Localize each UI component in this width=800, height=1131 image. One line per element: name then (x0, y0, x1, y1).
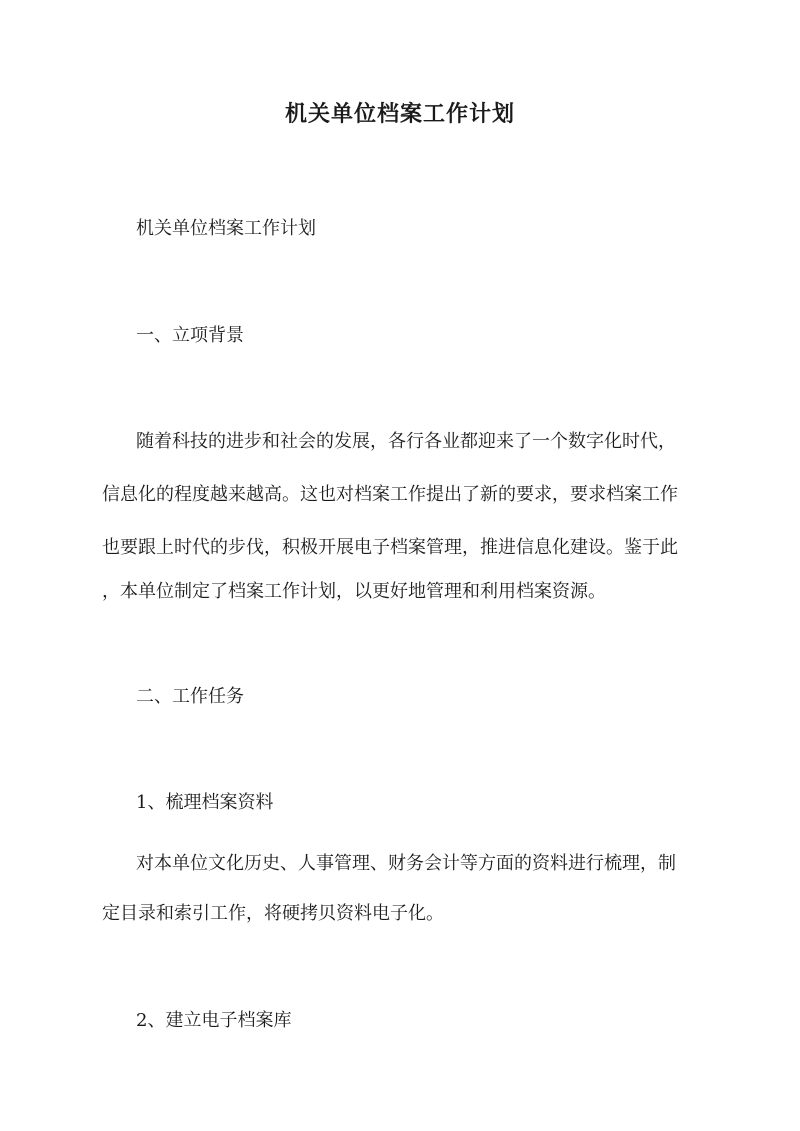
item-heading-sort-archives: 1、梳理档案资料 (136, 792, 274, 813)
paragraph-line: 随着科技的进步和社会的发展，各行各业都迎来了一个数字化时代， (136, 431, 676, 452)
section-heading-tasks: 二、工作任务 (136, 686, 244, 707)
item-heading-electronic-archive: 2、建立电子档案库 (136, 1010, 292, 1031)
paragraph-line: 定目录和索引工作，将硬拷贝资料电子化。 (102, 903, 444, 924)
document-subtitle: 机关单位档案工作计划 (136, 218, 316, 239)
document-title: 机关单位档案工作计划 (284, 101, 515, 127)
section-heading-background: 一、立项背景 (136, 325, 244, 346)
paragraph-line: 信息化的程度越来越高。这也对档案工作提出了新的要求，要求档案工作 (102, 484, 678, 505)
paragraph-line: ，本单位制定了档案工作计划，以更好地管理和利用档案资源。 (102, 581, 606, 602)
paragraph-line: 对本单位文化历史、人事管理、财务会计等方面的资料进行梳理，制 (136, 853, 676, 874)
paragraph-line: 也要跟上时代的步伐，积极开展电子档案管理，推进信息化建设。鉴于此 (102, 537, 678, 558)
